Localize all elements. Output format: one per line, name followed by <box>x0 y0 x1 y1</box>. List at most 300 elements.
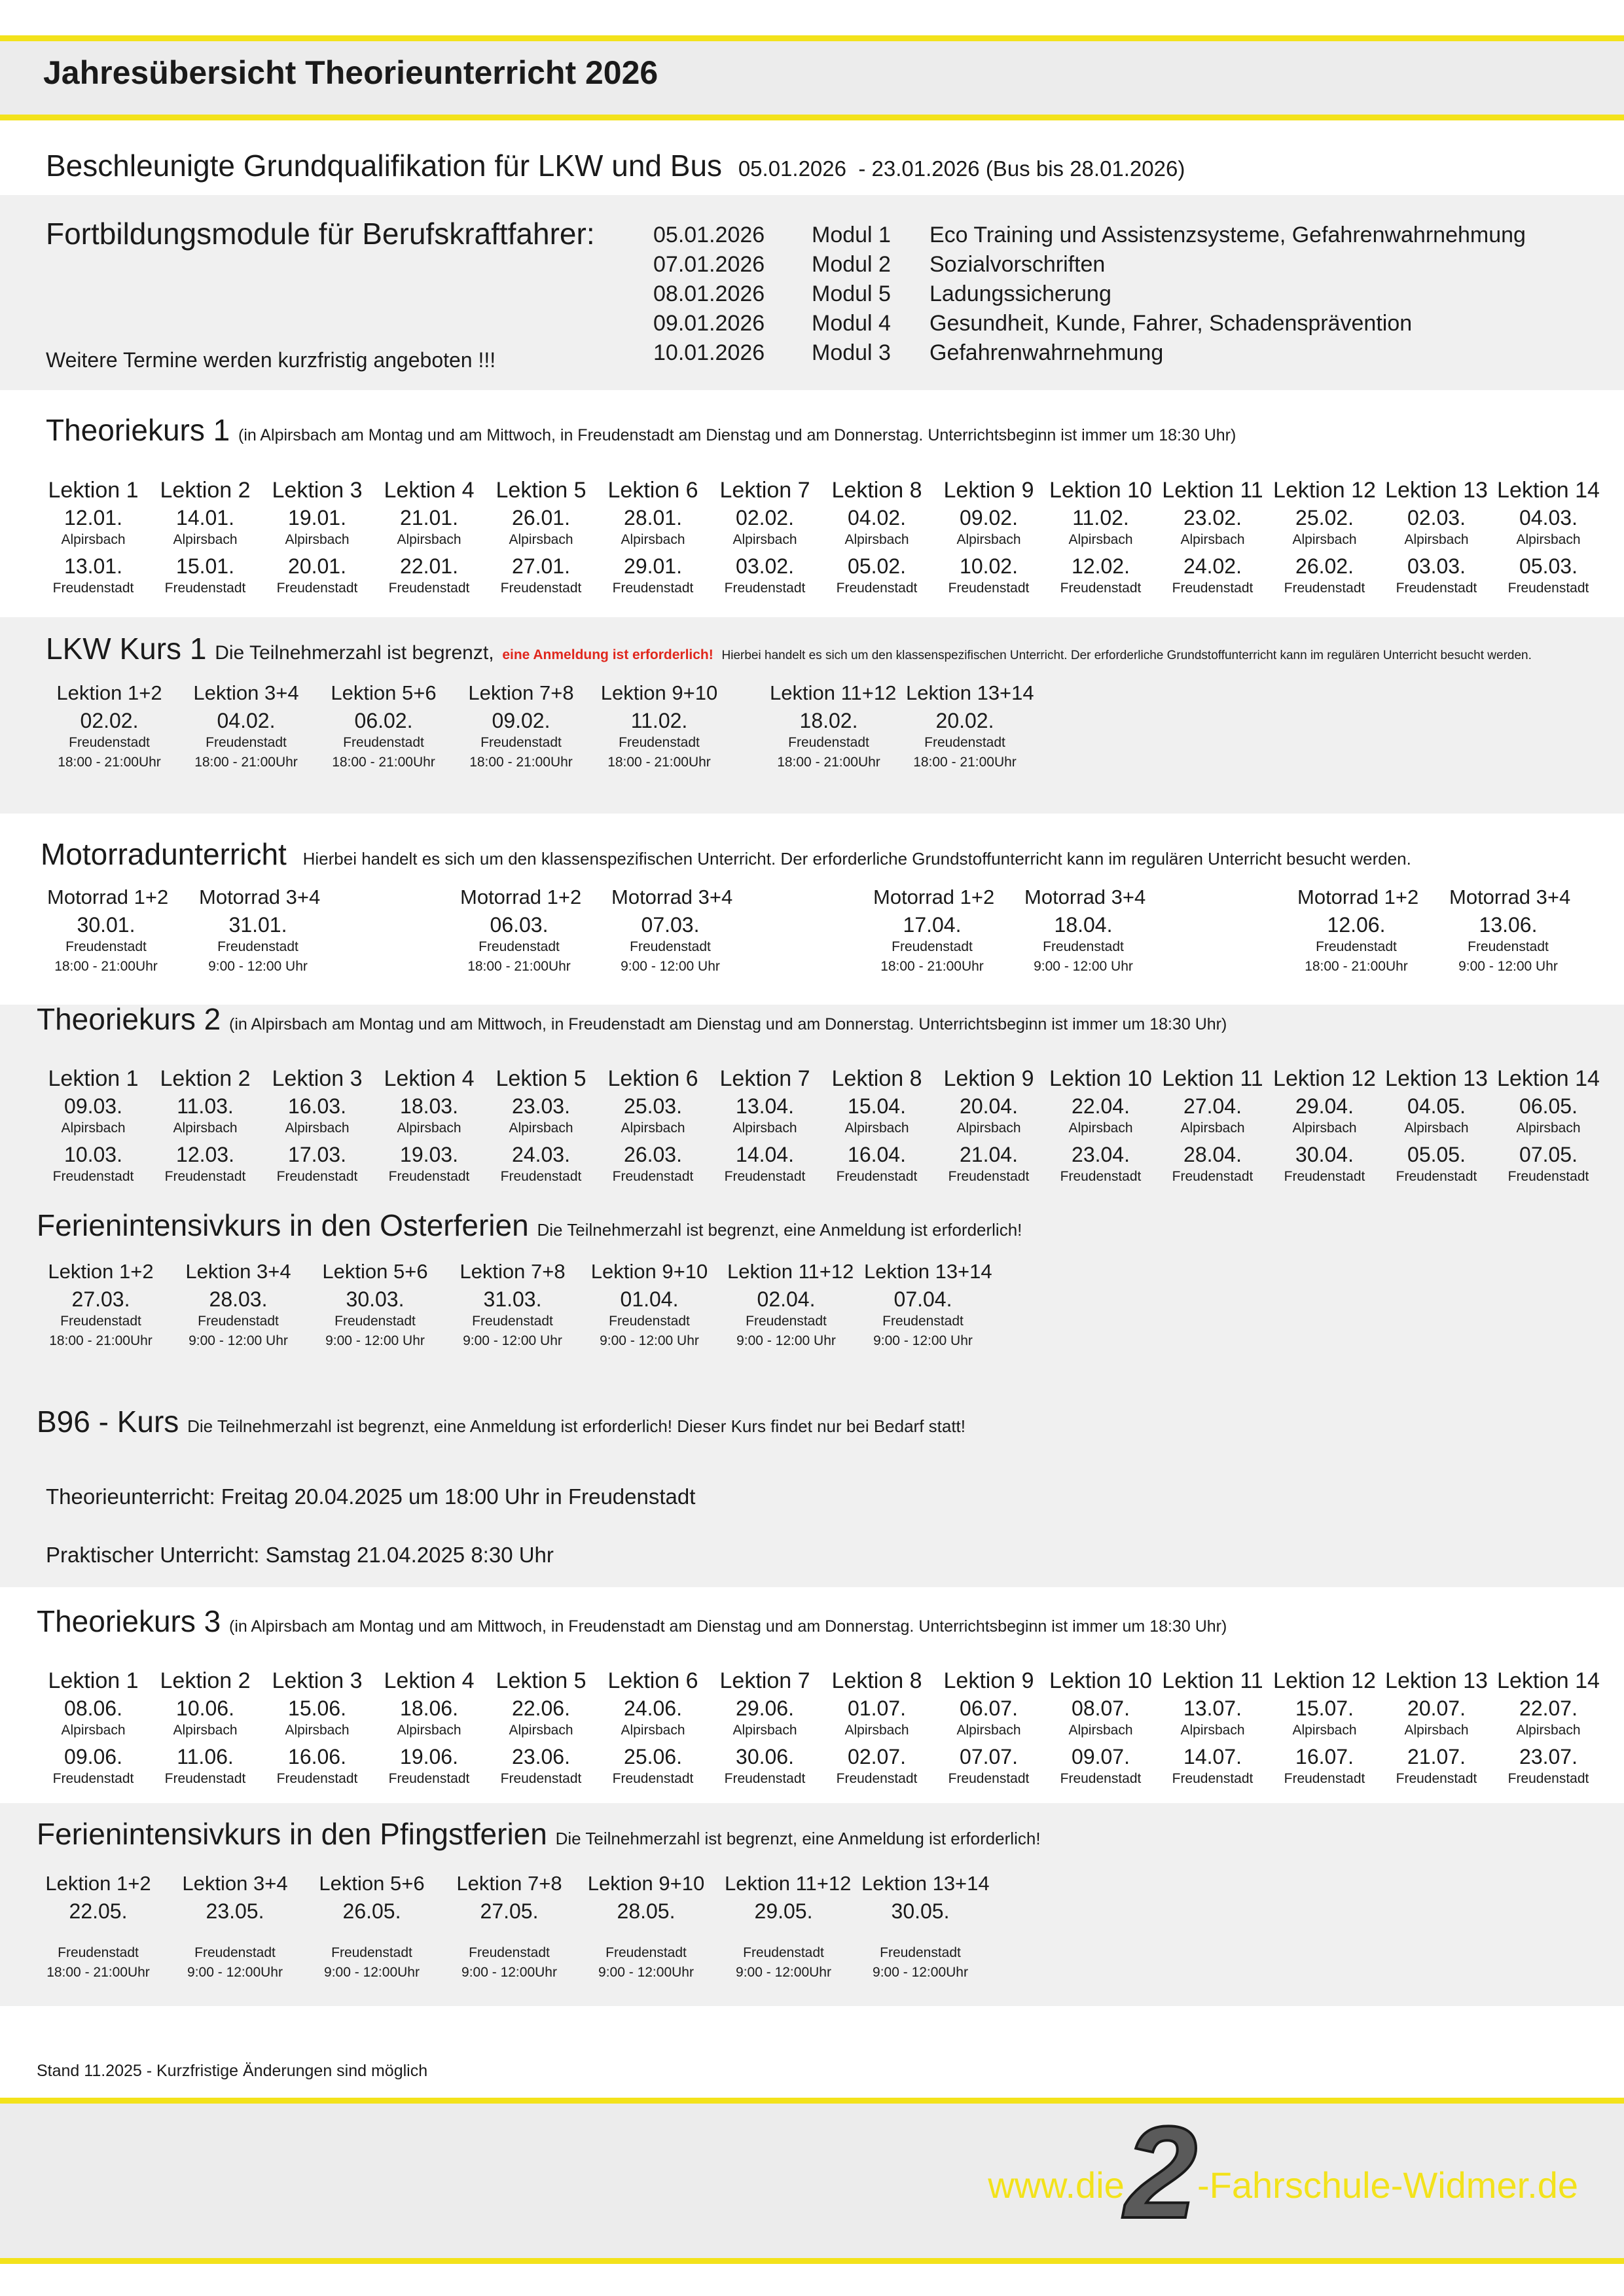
url-suffix: -Fahrschule-Widmer.de <box>1197 2164 1578 2206</box>
lesson-label: Lektion 9 <box>943 1668 1034 1693</box>
lesson-place: Alpirsbach <box>1180 1723 1245 1738</box>
lesson-date: 06.03. <box>490 913 549 937</box>
lesson-time: 9:00 - 12:00 Uhr <box>1458 959 1558 974</box>
lesson-place: Alpirsbach <box>956 1723 1021 1738</box>
lesson-place: Freudenstadt <box>164 581 246 596</box>
lesson-label: Motorrad 1+2 <box>1297 886 1419 908</box>
module-date: 07.01.2026 <box>653 252 765 277</box>
lesson-place: Freudenstadt <box>52 1169 134 1184</box>
lesson-label: Lektion 9+10 <box>600 681 718 704</box>
lesson-place: Freudenstadt <box>343 735 424 750</box>
lesson-date-alpirsbach: 09.03. <box>64 1094 122 1118</box>
lesson-label: Lektion 14 <box>1497 1066 1600 1091</box>
lesson-date-freudenstadt: 23.04. <box>1072 1143 1130 1166</box>
lesson-column <box>199 882 321 977</box>
lesson-column <box>149 475 261 602</box>
lesson-place: Freudenstadt <box>1172 1771 1254 1786</box>
lesson-column <box>149 1064 261 1191</box>
tk1-heading: Theoriekurs 1 <box>46 413 230 447</box>
lesson-date: 27.03. <box>71 1287 130 1311</box>
lesson-column <box>50 678 168 772</box>
lesson-time: 9:00 - 12:00Uhr <box>324 1965 420 1980</box>
lesson-place: Freudenstadt <box>724 1771 806 1786</box>
lesson-place: Alpirsbach <box>956 1121 1021 1136</box>
lesson-label: Lektion 13 <box>1385 478 1488 503</box>
lesson-date-alpirsbach: 20.04. <box>960 1094 1018 1118</box>
lesson-place: Alpirsbach <box>1292 1121 1357 1136</box>
lesson-label: Lektion 1 <box>48 478 139 503</box>
lesson-date-alpirsbach: 22.04. <box>1072 1094 1130 1118</box>
lesson-date-freudenstadt: 10.03. <box>64 1143 122 1166</box>
lesson-place: Alpirsbach <box>509 1723 573 1738</box>
lesson-column <box>1380 1666 1492 1793</box>
lesson-place: Alpirsbach <box>173 1723 238 1738</box>
lesson-place: Alpirsbach <box>1404 1121 1469 1136</box>
lesson-place: Freudenstadt <box>52 581 134 596</box>
lesson-label: Lektion 10 <box>1049 1066 1152 1091</box>
lesson-date-alpirsbach: 10.06. <box>176 1696 234 1720</box>
lesson-place: Freudenstadt <box>1396 1771 1477 1786</box>
lesson-date-freudenstadt: 30.06. <box>736 1745 794 1768</box>
lesson-time: 9:00 - 12:00 Uhr <box>873 1333 973 1348</box>
lesson-column <box>313 1869 431 1982</box>
oster-note: Die Teilnehmerzahl ist begrenzt, eine Anmeldung ist erforderlich! <box>537 1220 1022 1240</box>
lesson-column <box>821 1064 933 1191</box>
lesson-label: Lektion 13+14 <box>906 681 1034 704</box>
lesson-label: Lektion 14 <box>1497 478 1600 503</box>
lesson-place: Alpirsbach <box>956 532 1021 547</box>
lesson-place: Freudenstadt <box>1060 581 1142 596</box>
module-number: Modul 2 <box>812 252 891 277</box>
lesson-column <box>1269 475 1380 602</box>
tk1-note: (in Alpirsbach am Montag und am Mittwoch, in Freudenstadt am Dienstag und am Donnerstag. Unterrichtsbeginn ist immer um 18:30 Uhr) <box>238 426 1236 444</box>
lesson-date-freudenstadt: 15.01. <box>176 554 234 578</box>
spacer <box>313 1924 431 1943</box>
lesson-column <box>1297 882 1419 977</box>
lesson-date-freudenstadt: 09.07. <box>1072 1745 1130 1768</box>
moto-title <box>41 836 1411 872</box>
lesson-date-alpirsbach: 08.07. <box>1072 1696 1130 1720</box>
module-topic: Eco Training und Assistenzsysteme, Gefahrenwahrnehmung <box>929 223 1526 247</box>
lesson-place: Freudenstadt <box>892 939 973 954</box>
lesson-label: Lektion 1+2 <box>45 1872 151 1895</box>
lesson-date: 30.03. <box>346 1287 405 1311</box>
module-topic: Gesundheit, Kunde, Fahrer, Schadensprävention <box>929 311 1413 336</box>
lesson-label: Lektion 9 <box>943 1066 1034 1091</box>
lesson-date-alpirsbach: 25.02. <box>1295 506 1354 529</box>
lesson-label: Lektion 3 <box>272 478 363 503</box>
lesson-label: Lektion 7+8 <box>456 1872 562 1895</box>
module-number: Modul 3 <box>812 340 891 365</box>
lesson-place: Freudenstadt <box>612 1771 694 1786</box>
lesson-date-freudenstadt: 10.02. <box>960 554 1018 578</box>
lesson-label: Lektion 4 <box>384 1668 475 1693</box>
lesson-column <box>1269 1064 1380 1191</box>
lesson-column <box>1380 475 1492 602</box>
lesson-place: Freudenstadt <box>1284 1771 1365 1786</box>
url-prefix: www.die <box>988 2164 1125 2206</box>
lesson-place: Alpirsbach <box>509 1121 573 1136</box>
lesson-column <box>770 678 897 772</box>
lesson-place: Freudenstadt <box>198 1314 279 1329</box>
page-title: Jahresübersicht Theorieunterricht 2026 <box>43 54 659 91</box>
lesson-time: 18:00 - 21:00Uhr <box>607 755 711 770</box>
lesson-date-freudenstadt: 07.07. <box>960 1745 1018 1768</box>
lesson-date: 28.05. <box>617 1899 676 1923</box>
lesson-date: 01.04. <box>620 1287 679 1311</box>
lesson-label: Lektion 5 <box>496 1668 586 1693</box>
lesson-date-freudenstadt: 19.06. <box>400 1745 458 1768</box>
lesson-column <box>1492 1666 1604 1793</box>
lesson-column <box>864 1257 992 1351</box>
lesson-label: Lektion 10 <box>1049 478 1152 503</box>
lesson-label: Lektion 14 <box>1497 1668 1600 1693</box>
lesson-date-alpirsbach: 13.04. <box>736 1094 794 1118</box>
tk3-heading: Theoriekurs 3 <box>37 1604 221 1638</box>
lesson-time: 18:00 - 21:00Uhr <box>332 755 435 770</box>
moto-heading: Motorradunterricht <box>41 837 287 871</box>
lesson-column <box>462 678 580 772</box>
lesson-date-alpirsbach: 06.05. <box>1519 1094 1578 1118</box>
lesson-time: 9:00 - 12:00 Uhr <box>600 1333 699 1348</box>
lesson-place: Freudenstadt <box>206 735 287 750</box>
lesson-place: Alpirsbach <box>173 532 238 547</box>
lesson-label: Lektion 3+4 <box>185 1260 291 1283</box>
lesson-column <box>611 882 733 977</box>
lesson-label: Lektion 9+10 <box>587 1872 705 1895</box>
lesson-date: 13.06. <box>1479 913 1538 937</box>
lesson-date-alpirsbach: 20.07. <box>1407 1696 1466 1720</box>
lesson-label: Lektion 6 <box>607 1066 698 1091</box>
lesson-date: 18.04. <box>1054 913 1113 937</box>
lesson-place: Freudenstadt <box>276 1169 358 1184</box>
lesson-place: Freudenstadt <box>164 1169 246 1184</box>
module-topic: Ladungssicherung <box>929 281 1111 306</box>
lesson-place: Alpirsbach <box>1068 1723 1133 1738</box>
lesson-time: 9:00 - 12:00 Uhr <box>621 959 720 974</box>
lesson-date-freudenstadt: 05.02. <box>848 554 906 578</box>
spacer <box>450 1924 568 1943</box>
b96-title <box>37 1404 965 1439</box>
lesson-place: Freudenstadt <box>836 581 918 596</box>
lesson-place: Freudenstadt <box>69 735 150 750</box>
lesson-date-freudenstadt: 25.06. <box>624 1745 682 1768</box>
oster-heading: Ferienintensivkurs in den Osterferien <box>37 1208 529 1242</box>
lesson-date-freudenstadt: 23.07. <box>1519 1745 1578 1768</box>
lesson-date-alpirsbach: 26.01. <box>512 506 570 529</box>
lesson-place: Alpirsbach <box>844 1723 909 1738</box>
lesson-time: 9:00 - 12:00Uhr <box>873 1965 968 1980</box>
lesson-date-freudenstadt: 26.03. <box>624 1143 682 1166</box>
lesson-place: Freudenstadt <box>388 581 470 596</box>
lesson-place: Freudenstadt <box>882 1314 964 1329</box>
lesson-label: Lektion 7+8 <box>460 1260 566 1283</box>
lesson-place: Freudenstadt <box>276 581 358 596</box>
pfingst-note: Die Teilnehmerzahl ist begrenzt, eine Anmeldung ist erforderlich! <box>555 1829 1041 1848</box>
lesson-column <box>37 475 149 602</box>
lesson-time: 9:00 - 12:00 Uhr <box>1034 959 1133 974</box>
lesson-place: Freudenstadt <box>619 735 700 750</box>
lesson-place: Freudenstadt <box>217 939 298 954</box>
lesson-label: Lektion 8 <box>831 478 922 503</box>
lesson-label: Lektion 11 <box>1162 478 1263 503</box>
lesson-date-freudenstadt: 24.02. <box>1183 554 1242 578</box>
lesson-date-alpirsbach: 04.05. <box>1407 1094 1466 1118</box>
lesson-date-alpirsbach: 15.04. <box>848 1094 906 1118</box>
lesson-place: Freudenstadt <box>276 1771 358 1786</box>
lesson-place: Alpirsbach <box>844 532 909 547</box>
lesson-place: Alpirsbach <box>1180 1121 1245 1136</box>
lesson-column <box>485 1064 597 1191</box>
lesson-place: Freudenstadt <box>746 1314 827 1329</box>
b96-theory: Theorieunterricht: Freitag 20.04.2025 um 18:00 Uhr in Freudenstadt <box>46 1484 696 1509</box>
lesson-label: Lektion 1+2 <box>48 1260 154 1283</box>
lkw-title <box>46 631 1532 666</box>
lesson-label: Lektion 2 <box>160 478 251 503</box>
grundqual-title <box>46 148 1185 183</box>
lesson-label: Motorrad 3+4 <box>1449 886 1571 908</box>
lesson-place: Alpirsbach <box>621 532 685 547</box>
lesson-column <box>597 475 709 602</box>
lesson-date-freudenstadt: 26.02. <box>1295 554 1354 578</box>
lkw-note: Die Teilnehmerzahl ist begrenzt, <box>215 642 494 664</box>
lesson-time: 18:00 - 21:00Uhr <box>58 755 161 770</box>
lesson-date-alpirsbach: 25.03. <box>624 1094 682 1118</box>
lesson-date-freudenstadt: 17.03. <box>288 1143 346 1166</box>
lesson-place: Alpirsbach <box>1516 1121 1581 1136</box>
lesson-place: Freudenstadt <box>388 1771 470 1786</box>
lesson-label: Lektion 5 <box>496 1066 586 1091</box>
lesson-place: Alpirsbach <box>1068 1121 1133 1136</box>
website-url[interactable] <box>988 2100 1578 2246</box>
lesson-place: Freudenstadt <box>724 581 806 596</box>
lesson-date-alpirsbach: 15.06. <box>288 1696 346 1720</box>
lesson-column <box>725 1869 852 1982</box>
lesson-column <box>600 678 718 772</box>
tk1-title <box>46 412 1236 448</box>
lesson-date-alpirsbach: 22.06. <box>512 1696 570 1720</box>
lesson-label: Lektion 8 <box>831 1668 922 1693</box>
spacer <box>587 1924 705 1943</box>
lesson-label: Lektion 3 <box>272 1668 363 1693</box>
lesson-time: 9:00 - 12:00Uhr <box>736 1965 831 1980</box>
lesson-column <box>450 1869 568 1982</box>
lesson-label: Lektion 11+12 <box>725 1872 852 1895</box>
lesson-place: Alpirsbach <box>732 532 797 547</box>
pfingst-heading: Ferienintensivkurs in den Pfingstferien <box>37 1817 547 1851</box>
lesson-column <box>727 1257 854 1351</box>
lesson-place: Freudenstadt <box>1507 1771 1589 1786</box>
lesson-column <box>873 882 995 977</box>
lesson-time: 9:00 - 12:00Uhr <box>461 1965 557 1980</box>
lesson-time: 9:00 - 12:00 Uhr <box>736 1333 836 1348</box>
lesson-time: 18:00 - 21:00Uhr <box>194 755 298 770</box>
lesson-column <box>179 1257 297 1351</box>
tk2-heading: Theoriekurs 2 <box>37 1002 221 1036</box>
lesson-label: Lektion 5+6 <box>322 1260 428 1283</box>
tk3-title <box>37 1604 1227 1639</box>
lesson-date: 06.02. <box>354 709 413 732</box>
lesson-time: 18:00 - 21:00Uhr <box>1305 959 1408 974</box>
lesson-date-alpirsbach: 24.06. <box>624 1696 682 1720</box>
lesson-label: Lektion 3+4 <box>182 1872 288 1895</box>
lesson-date: 30.01. <box>77 913 135 937</box>
lesson-place: Freudenstadt <box>334 1314 416 1329</box>
lesson-label: Lektion 4 <box>384 478 475 503</box>
lesson-date-freudenstadt: 05.03. <box>1519 554 1578 578</box>
lesson-label: Lektion 1 <box>48 1668 139 1693</box>
lesson-place: Freudenstadt <box>1468 939 1549 954</box>
lesson-column <box>261 1666 373 1793</box>
lesson-time: 9:00 - 12:00 Uhr <box>189 1333 288 1348</box>
lesson-date-freudenstadt: 07.05. <box>1519 1143 1578 1166</box>
lesson-place: Alpirsbach <box>285 1121 350 1136</box>
lesson-place: Alpirsbach <box>397 532 461 547</box>
lesson-label: Lektion 11+12 <box>727 1260 854 1283</box>
stand-note: Stand 11.2025 - Kurzfristige Änderungen sind möglich <box>37 2062 428 2080</box>
lesson-place: Alpirsbach <box>397 1723 461 1738</box>
lesson-date-freudenstadt: 11.06. <box>177 1745 234 1768</box>
grundqual-dates: 05.01.2026 - 23.01.2026 (Bus bis 28.01.2026) <box>738 156 1185 181</box>
lesson-label: Motorrad 1+2 <box>47 886 169 908</box>
fortbildung-title: Fortbildungsmodule für Berufskraftfahrer: <box>46 217 595 251</box>
grundqual-heading: Beschleunigte Grundqualifikation für LKW und Bus <box>46 149 723 183</box>
lesson-date-freudenstadt: 24.03. <box>512 1143 570 1166</box>
tk2-note: (in Alpirsbach am Montag und am Mittwoch, in Freudenstadt am Dienstag und am Donnerstag. Unterrichtsbeginn ist immer um 18:30 Uhr) <box>229 1015 1227 1033</box>
lesson-place: Freudenstadt <box>630 939 711 954</box>
lesson-column <box>821 1666 933 1793</box>
lesson-place: Freudenstadt <box>788 735 869 750</box>
lesson-place: Alpirsbach <box>173 1121 238 1136</box>
lkw-warning: eine Anmeldung ist erforderlich! <box>502 647 713 662</box>
lesson-date-freudenstadt: 02.07. <box>848 1745 906 1768</box>
lesson-label: Lektion 12 <box>1273 1066 1376 1091</box>
lesson-date: 11.02. <box>630 709 688 732</box>
lesson-label: Lektion 7+8 <box>468 681 574 704</box>
lesson-date: 02.02. <box>80 709 139 732</box>
spacer <box>861 1924 979 1943</box>
lesson-place: Freudenstadt <box>836 1169 918 1184</box>
lesson-label: Lektion 1 <box>48 1066 139 1091</box>
lesson-column <box>933 1064 1045 1191</box>
lesson-date-freudenstadt: 14.07. <box>1183 1745 1242 1768</box>
lesson-column <box>373 1666 485 1793</box>
lesson-place: Freudenstadt <box>500 581 582 596</box>
lesson-place: Alpirsbach <box>1292 532 1357 547</box>
lesson-place: Freudenstadt <box>500 1169 582 1184</box>
lesson-date-alpirsbach: 15.07. <box>1295 1696 1354 1720</box>
lesson-date-alpirsbach: 21.01. <box>400 506 458 529</box>
lesson-date-freudenstadt: 16.07. <box>1295 1745 1354 1768</box>
lesson-place: Alpirsbach <box>1068 532 1133 547</box>
module-date: 10.01.2026 <box>653 340 765 365</box>
lesson-column <box>1045 1666 1157 1793</box>
module-number: Modul 1 <box>812 223 891 247</box>
lesson-place: Freudenstadt <box>1172 581 1254 596</box>
lesson-label: Motorrad 3+4 <box>1024 886 1146 908</box>
lesson-label: Lektion 5 <box>496 478 586 503</box>
lesson-column <box>821 475 933 602</box>
lesson-date: 23.05. <box>206 1899 264 1923</box>
lesson-column <box>1449 882 1571 977</box>
lesson-place: Freudenstadt <box>880 1945 961 1960</box>
lesson-place: Alpirsbach <box>732 1121 797 1136</box>
spacer <box>39 1924 157 1943</box>
lesson-place: Alpirsbach <box>844 1121 909 1136</box>
lesson-label: Lektion 2 <box>160 1668 251 1693</box>
lesson-column <box>933 475 1045 602</box>
lesson-date: 18.02. <box>799 709 858 732</box>
lkw-heading: LKW Kurs 1 <box>46 632 207 666</box>
lesson-label: Lektion 9 <box>943 478 1034 503</box>
lesson-place: Freudenstadt <box>52 1771 134 1786</box>
lesson-date: 02.04. <box>757 1287 816 1311</box>
lesson-place: Alpirsbach <box>1180 532 1245 547</box>
lesson-place: Alpirsbach <box>397 1121 461 1136</box>
lesson-date-alpirsbach: 09.02. <box>960 506 1018 529</box>
lesson-label: Lektion 12 <box>1273 478 1376 503</box>
lesson-date-alpirsbach: 02.03. <box>1407 506 1466 529</box>
lesson-label: Lektion 13+14 <box>864 1260 992 1283</box>
lesson-column <box>47 882 169 977</box>
lesson-place: Freudenstadt <box>836 1771 918 1786</box>
lesson-date-alpirsbach: 28.01. <box>624 506 682 529</box>
lesson-column <box>176 1869 294 1982</box>
lesson-date-freudenstadt: 09.06. <box>64 1745 122 1768</box>
lesson-date-freudenstadt: 23.06. <box>512 1745 570 1768</box>
lesson-place: Alpirsbach <box>285 1723 350 1738</box>
lesson-place: Alpirsbach <box>1292 1723 1357 1738</box>
lesson-label: Lektion 5+6 <box>331 681 437 704</box>
lesson-label: Lektion 3 <box>272 1066 363 1091</box>
lesson-date-alpirsbach: 12.01. <box>64 506 122 529</box>
lesson-time: 18:00 - 21:00Uhr <box>777 755 880 770</box>
lesson-place: Alpirsbach <box>1516 532 1581 547</box>
lesson-label: Motorrad 1+2 <box>460 886 582 908</box>
lesson-date-freudenstadt: 03.03. <box>1407 554 1466 578</box>
lesson-column <box>1045 1064 1157 1191</box>
lesson-place: Freudenstadt <box>331 1945 412 1960</box>
pfingst-title <box>37 1816 1041 1852</box>
lesson-date: 09.02. <box>492 709 550 732</box>
lesson-date-freudenstadt: 12.02. <box>1072 554 1130 578</box>
module-date: 08.01.2026 <box>653 281 765 306</box>
lesson-place: Freudenstadt <box>1316 939 1397 954</box>
lesson-place: Alpirsbach <box>61 1723 126 1738</box>
lesson-column <box>454 1257 571 1351</box>
lesson-date: 12.06. <box>1327 913 1386 937</box>
lesson-column <box>149 1666 261 1793</box>
lesson-date-freudenstadt: 27.01. <box>512 554 570 578</box>
module-topic: Sozialvorschriften <box>929 252 1106 277</box>
lesson-date-freudenstadt: 22.01. <box>400 554 458 578</box>
lesson-column <box>933 1666 1045 1793</box>
lesson-date-alpirsbach: 01.07. <box>848 1696 906 1720</box>
lesson-date-freudenstadt: 21.04. <box>960 1143 1018 1166</box>
lesson-column <box>861 1869 990 1982</box>
lesson-column <box>373 475 485 602</box>
lesson-column <box>597 1666 709 1793</box>
lesson-place: Freudenstadt <box>948 1169 1030 1184</box>
b96-practice: Praktischer Unterricht: Samstag 21.04.2025 8:30 Uhr <box>46 1543 554 1567</box>
module-date: 09.01.2026 <box>653 311 765 336</box>
lesson-place: Freudenstadt <box>469 1945 550 1960</box>
lesson-place: Freudenstadt <box>924 735 1005 750</box>
lesson-date: 07.03. <box>641 913 700 937</box>
lesson-label: Lektion 13 <box>1385 1668 1488 1693</box>
lesson-label: Lektion 2 <box>160 1066 251 1091</box>
lesson-label: Lektion 7 <box>719 478 810 503</box>
